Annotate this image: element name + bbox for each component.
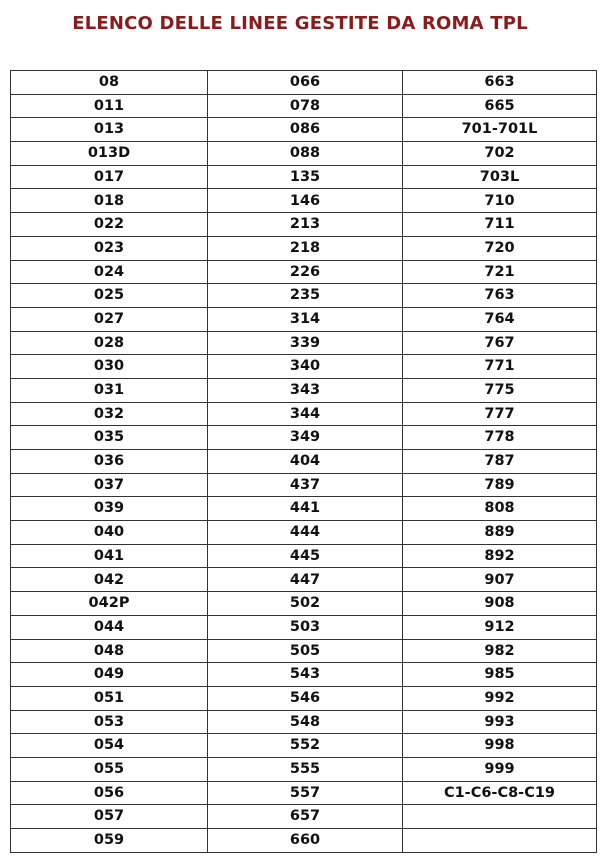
line-cell: 025: [11, 284, 208, 308]
line-cell: 999: [403, 757, 597, 781]
line-cell: 444: [208, 521, 403, 545]
line-cell: 030: [11, 355, 208, 379]
line-cell: 555: [208, 757, 403, 781]
line-cell: 013D: [11, 142, 208, 166]
line-cell: 031: [11, 378, 208, 402]
line-cell: 044: [11, 615, 208, 639]
line-cell: 218: [208, 236, 403, 260]
line-cell: 035: [11, 426, 208, 450]
table-row: [11, 521, 597, 545]
table-row: [11, 94, 597, 118]
line-cell: 763: [403, 284, 597, 308]
line-cell: 789: [403, 473, 597, 497]
table-row: [11, 829, 597, 853]
table-row: [11, 355, 597, 379]
table-row: [11, 710, 597, 734]
line-cell: 088: [208, 142, 403, 166]
line-cell: 086: [208, 118, 403, 142]
line-cell: 771: [403, 355, 597, 379]
table-row: [11, 260, 597, 284]
line-cell: 992: [403, 686, 597, 710]
line-cell: 056: [11, 781, 208, 805]
table-row: [11, 805, 597, 829]
line-cell: 777: [403, 402, 597, 426]
line-cell: 703L: [403, 165, 597, 189]
table-row: [11, 497, 597, 521]
table-row: [11, 402, 597, 426]
line-cell: 660: [208, 829, 403, 853]
line-cell: 036: [11, 450, 208, 474]
line-cell: 037: [11, 473, 208, 497]
line-cell: 235: [208, 284, 403, 308]
table-row: [11, 189, 597, 213]
line-cell: 546: [208, 686, 403, 710]
table-row: [11, 568, 597, 592]
line-cell: 314: [208, 307, 403, 331]
line-cell: 146: [208, 189, 403, 213]
table-row: [11, 686, 597, 710]
line-cell: 057: [11, 805, 208, 829]
line-cell: 778: [403, 426, 597, 450]
line-cell: 039: [11, 497, 208, 521]
table-row: [11, 450, 597, 474]
line-cell: 557: [208, 781, 403, 805]
line-cell: 041: [11, 544, 208, 568]
line-cell: 543: [208, 663, 403, 687]
table-row: [11, 307, 597, 331]
table-row: [11, 213, 597, 237]
line-cell: 032: [11, 402, 208, 426]
line-cell: 775: [403, 378, 597, 402]
table-row: [11, 473, 597, 497]
line-cell: 013: [11, 118, 208, 142]
table-row: [11, 757, 597, 781]
line-cell: 701-701L: [403, 118, 597, 142]
line-cell: 042: [11, 568, 208, 592]
line-cell: 447: [208, 568, 403, 592]
line-cell: 889: [403, 521, 597, 545]
table-row: [11, 236, 597, 260]
line-cell: 054: [11, 734, 208, 758]
table-row: [11, 663, 597, 687]
table-row: [11, 639, 597, 663]
table-row: [11, 284, 597, 308]
line-cell: 339: [208, 331, 403, 355]
line-cell: 078: [208, 94, 403, 118]
line-cell: 720: [403, 236, 597, 260]
line-cell: 027: [11, 307, 208, 331]
line-cell: 721: [403, 260, 597, 284]
line-cell: 051: [11, 686, 208, 710]
line-cell: 023: [11, 236, 208, 260]
line-cell: 711: [403, 213, 597, 237]
line-cell: 912: [403, 615, 597, 639]
table-row: [11, 118, 597, 142]
table-row: [11, 165, 597, 189]
table-row: [11, 615, 597, 639]
line-cell: 502: [208, 592, 403, 616]
line-cell: 998: [403, 734, 597, 758]
line-cell: 808: [403, 497, 597, 521]
line-cell: 764: [403, 307, 597, 331]
line-cell: 017: [11, 165, 208, 189]
line-cell: 908: [403, 592, 597, 616]
line-cell: 985: [403, 663, 597, 687]
line-cell: 213: [208, 213, 403, 237]
line-cell: 767: [403, 331, 597, 355]
table-row: [11, 734, 597, 758]
line-cell: 503: [208, 615, 403, 639]
line-cell: 024: [11, 260, 208, 284]
line-cell: 226: [208, 260, 403, 284]
line-cell: 657: [208, 805, 403, 829]
line-cell: 710: [403, 189, 597, 213]
table-row: [11, 71, 597, 95]
line-cell: 787: [403, 450, 597, 474]
line-cell: 055: [11, 757, 208, 781]
line-cell: 552: [208, 734, 403, 758]
line-cell: 028: [11, 331, 208, 355]
line-cell: 08: [11, 71, 208, 95]
line-cell: 349: [208, 426, 403, 450]
line-cell: 011: [11, 94, 208, 118]
line-cell: 018: [11, 189, 208, 213]
line-cell: 340: [208, 355, 403, 379]
table-row: [11, 378, 597, 402]
line-cell: 040: [11, 521, 208, 545]
line-cell: 441: [208, 497, 403, 521]
line-cell: 892: [403, 544, 597, 568]
line-cell: 445: [208, 544, 403, 568]
line-cell: 404: [208, 450, 403, 474]
line-cell: 993: [403, 710, 597, 734]
line-cell: 066: [208, 71, 403, 95]
table-row: [11, 142, 597, 166]
line-cell: 702: [403, 142, 597, 166]
line-cell: 048: [11, 639, 208, 663]
lines-table: [10, 70, 597, 853]
line-cell: 663: [403, 71, 597, 95]
table-row: [11, 544, 597, 568]
line-cell: 343: [208, 378, 403, 402]
table-row: [11, 781, 597, 805]
line-cell: 907: [403, 568, 597, 592]
line-cell: 135: [208, 165, 403, 189]
line-cell: 049: [11, 663, 208, 687]
table-row: [11, 426, 597, 450]
table-row: [11, 592, 597, 616]
line-cell: 437: [208, 473, 403, 497]
line-cell: C1-C6-C8-C19: [403, 781, 597, 805]
line-cell: 042P: [11, 592, 208, 616]
page-title: ELENCO DELLE LINEE GESTITE DA ROMA TPL: [72, 13, 528, 34]
line-cell: 022: [11, 213, 208, 237]
table-row: [11, 331, 597, 355]
line-cell: 665: [403, 94, 597, 118]
line-cell: 505: [208, 639, 403, 663]
line-cell: 059: [11, 829, 208, 853]
line-cell: 548: [208, 710, 403, 734]
line-cell: 344: [208, 402, 403, 426]
line-cell: [403, 805, 597, 829]
line-cell: 982: [403, 639, 597, 663]
line-cell: 053: [11, 710, 208, 734]
line-cell: [403, 829, 597, 853]
lines-table-body: [11, 71, 597, 853]
